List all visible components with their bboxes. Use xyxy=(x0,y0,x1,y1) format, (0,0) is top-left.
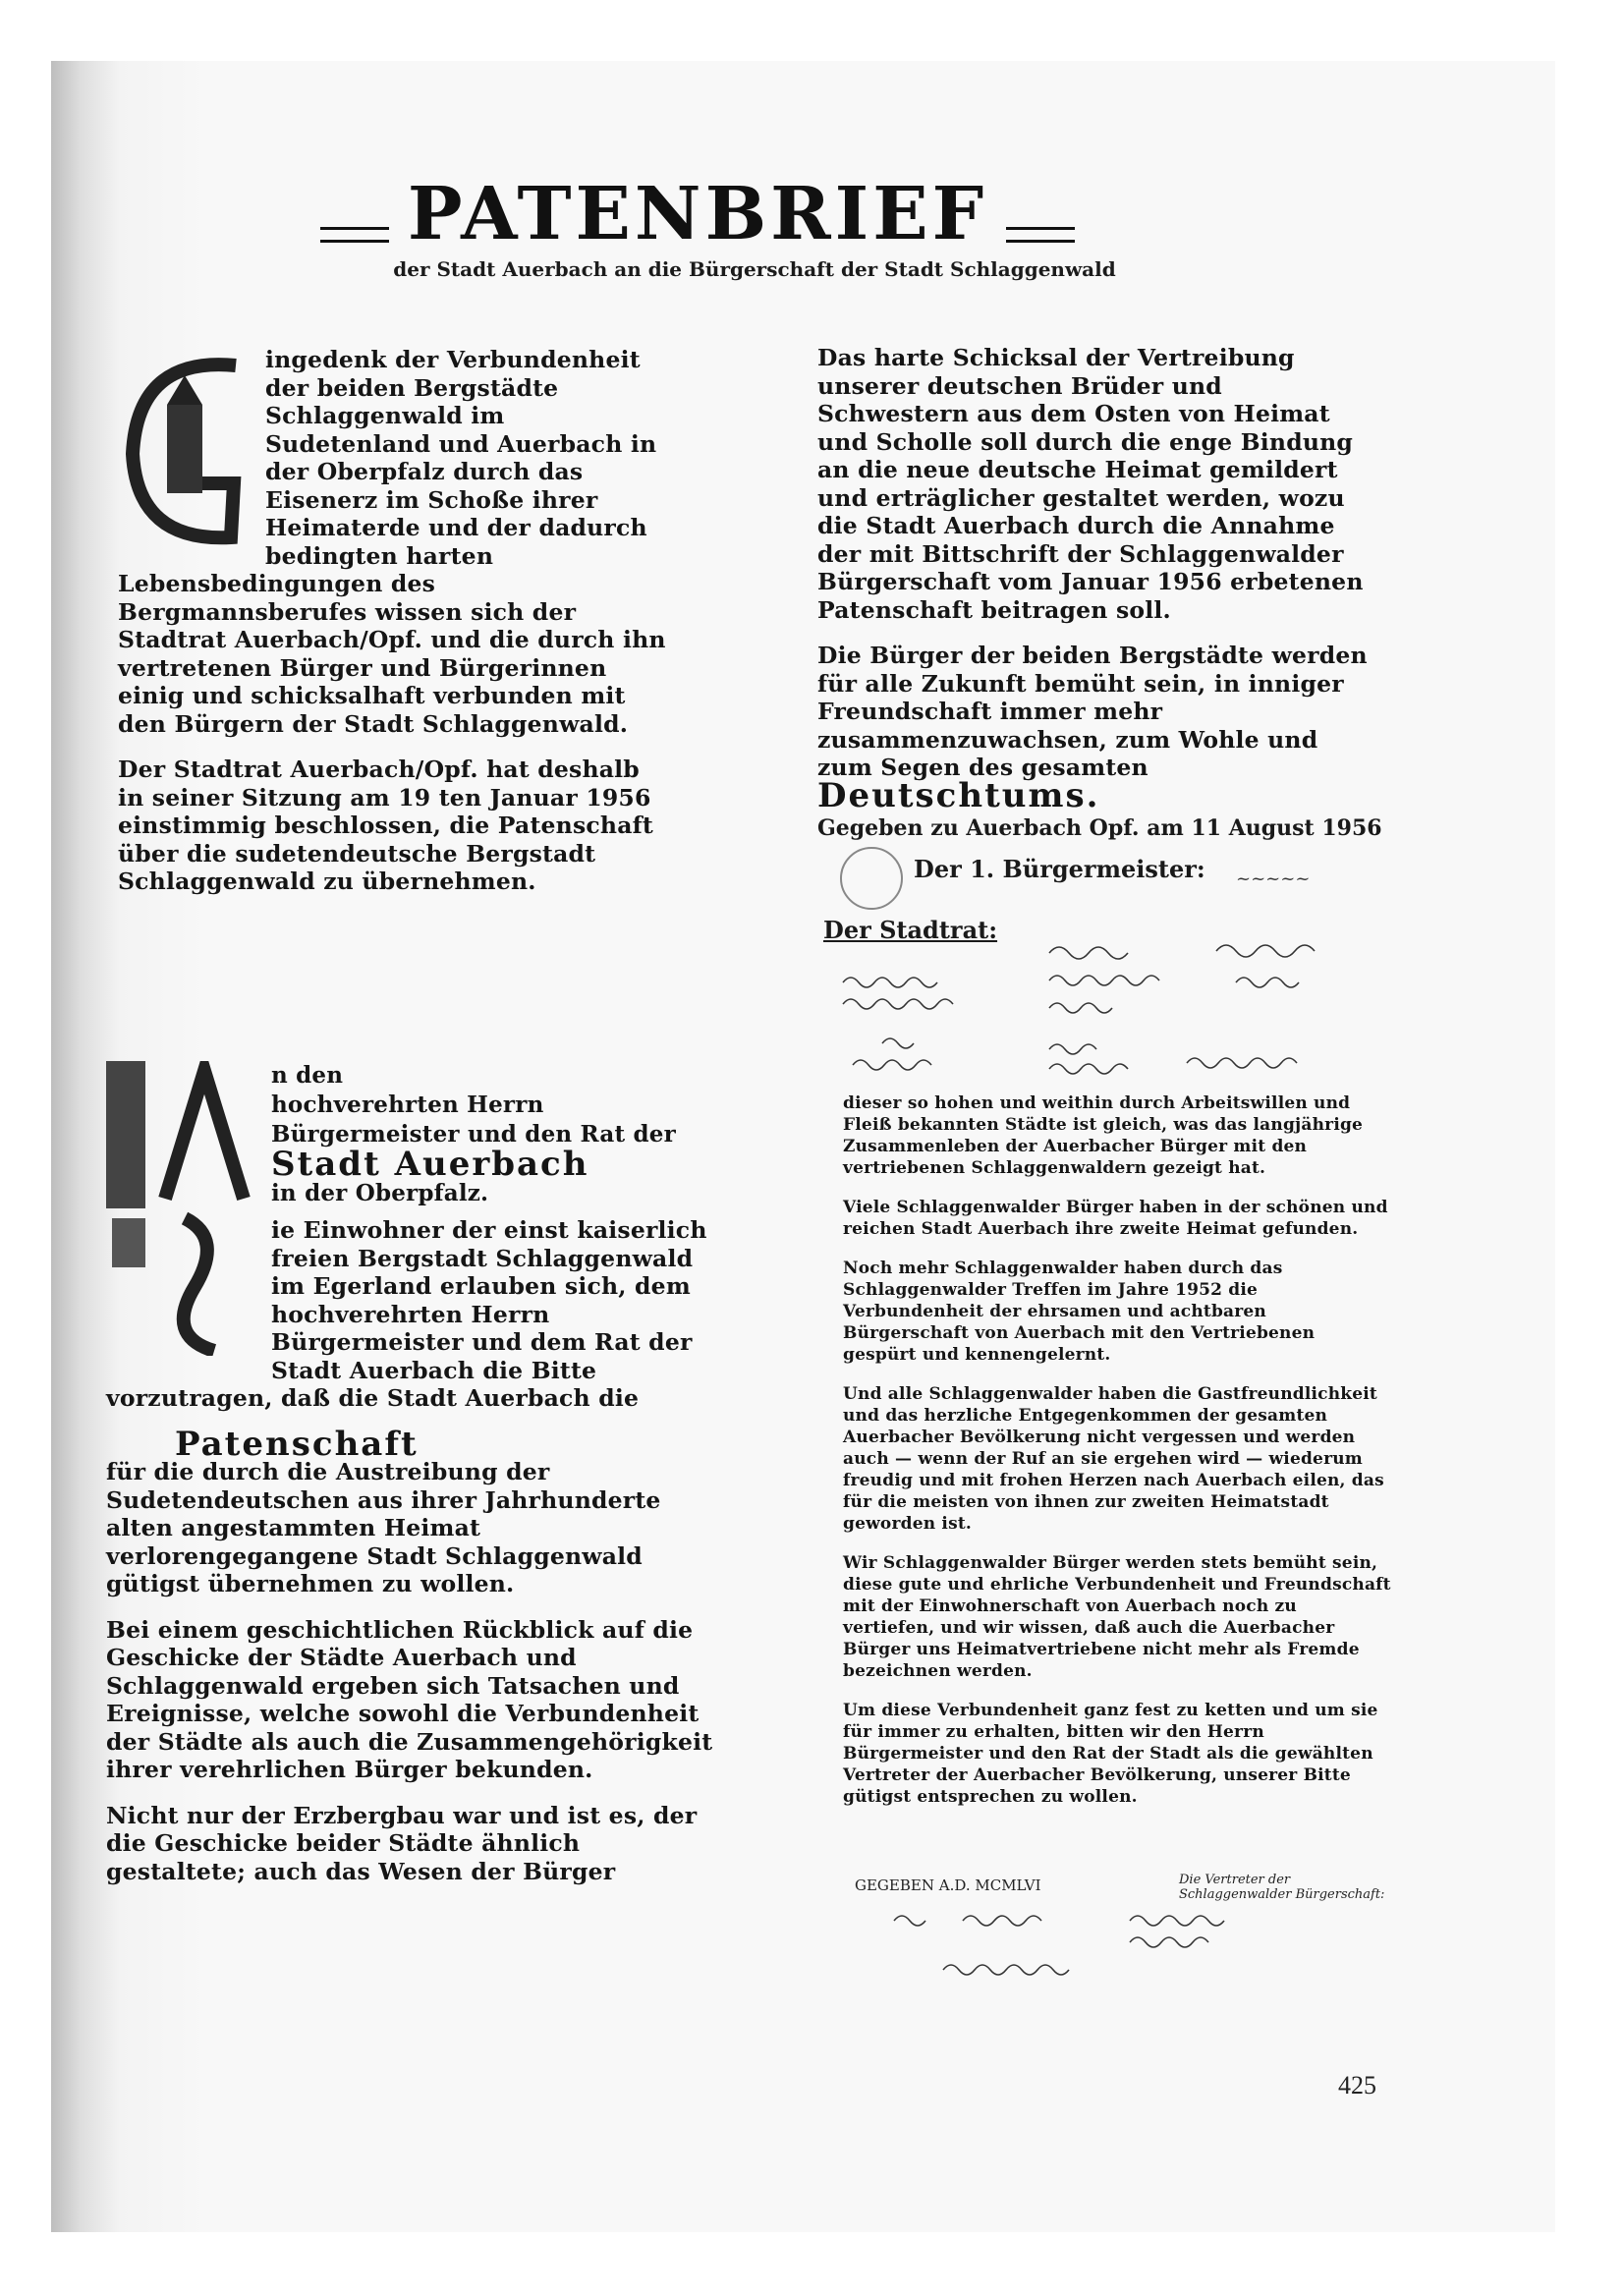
deutschtums-word: Deutschtums. xyxy=(817,775,1100,815)
address-line-1: n den xyxy=(271,1062,344,1089)
illuminated-initial-g xyxy=(118,346,255,552)
footer-representatives: Die Vertreter der Schlaggenwalder Bürgerschaft: xyxy=(1179,1873,1385,1902)
left-bottom-column xyxy=(106,1061,725,1903)
mayor-signature: ~~~~~ xyxy=(1236,868,1311,889)
footer-signatures xyxy=(884,1901,1395,1989)
address-line-5: in der Oberpfalz. xyxy=(271,1180,489,1206)
right-top-paragraph-2 xyxy=(817,642,1368,815)
council-label: Der Stadtrat: xyxy=(823,916,998,944)
title-row xyxy=(226,172,1169,256)
right-bottom-paragraph-1: dieser so hohen und weithin durch Arbeitswillen und Fleiß bekannten Städte ist gleich, was das langjährige Zusammenleben der Auerbacher Bürger mit den vertriebenen Schlaggenwaldern gezeigt hat. xyxy=(843,1093,1364,1178)
left-bottom-paragraph-1: ie Einwohner der einst kaiserlich freien Bergstadt Schlaggenwald im Egerland erlauben sich, dem hochverehrten Herrn Bürgermeister und dem Rat der Stadt Auerbach die Bitte vorzutragen, daß die Stadt Auerbach die xyxy=(106,1216,707,1412)
right-bottom-paragraph-2: Viele Schlaggenwalder Bürger haben in der schönen und reichen Stadt Auerbach ihre zweite Heimat gefunden. xyxy=(843,1198,1388,1239)
illuminated-initial-a xyxy=(106,1061,263,1356)
title-ornament-left xyxy=(320,227,389,243)
right-bottom-paragraph-3: Noch mehr Schlaggenwalder haben durch das Schlaggenwalder Treffen im Jahre 1952 die Verbundenheit der ehrsamen und achtbaren Bürgerschaft von Auerbach mit den Vertriebenen gespürt und kennengelernt. xyxy=(843,1259,1316,1365)
address-line-3: Bürgermeister und den Rat der xyxy=(271,1121,676,1148)
title-ornament-right xyxy=(1006,227,1075,243)
right-top-column xyxy=(817,344,1368,830)
left-top-column xyxy=(118,346,668,914)
left-top-paragraph-1: ingedenk der Verbundenheit der beiden Bergstädte Schlaggenwald im Sudetenland und Auerbach in der Oberpfalz durch das Eisenerz im Schoße ihrer Heimaterde und der dadurch bedingten harten Lebensbedingungen des Bergmannsberufes wissen sich der Stadtrat Auerbach/Opf. und die durch ihn vertretenen Bürger und Bürgerinnen einig und schicksalhaft verbunden mit den Bürgern der Stadt Schlaggenwald. xyxy=(118,346,666,738)
council-signatures xyxy=(823,933,1393,1091)
right-top-paragraph-2-text: Die Bürger der beiden Bergstädte werden für alle Zukunft bemüht sein, in inniger Freundschaft immer mehr zusammenzuwachsen, zum Wohle und zum Segen des gesamten xyxy=(817,642,1368,781)
page-number: 425 xyxy=(1338,2071,1376,2100)
address-line-4: Stadt Auerbach xyxy=(271,1145,589,1184)
left-bottom-paragraph-1b: für die durch die Austreibung der Sudetendeutschen aus ihrer Jahrhunderte alten angestammten Heimat verlorengegangene Stadt Schlaggenwald gütigst übernehmen zu wollen. xyxy=(106,1458,661,1597)
left-top-paragraph-2: Der Stadtrat Auerbach/Opf. hat deshalb in seiner Sitzung am 19 ten Januar 1956 einstimmig beschlossen, die Patenschaft über die sudetendeutsche Bergstadt Schlaggenwald zu übernehmen. xyxy=(118,756,653,895)
patenschaft-word: Patenschaft xyxy=(175,1424,419,1464)
right-bottom-paragraph-4: Und alle Schlaggenwalder haben die Gastfreundlichkeit und das herzliche Entgegenkommen der gesamten Auerbacher Bevölkerung nicht vergessen und werden auch — wenn der Ruf an sie ergehen wird — wiederum freudig und mit frohen Herzen nach Auerbach eilen, das für die meisten von ihnen zur zweiten Heimatstadt geworden ist. xyxy=(843,1384,1384,1534)
document-title: PATENBRIEF xyxy=(407,172,988,256)
city-seal xyxy=(840,847,903,910)
mayor-label: Der 1. Bürgermeister: xyxy=(914,855,1205,883)
left-bottom-paragraph-3: Nicht nur der Erzbergbau war und ist es, der die Geschicke beider Städte ähnlich gestaltete; auch das Wesen der Bürger xyxy=(106,1801,698,1885)
address-line-2: hochverehrten Herrn xyxy=(271,1092,544,1118)
footer-given: GEGEBEN A.D. MCMLVI xyxy=(855,1876,1041,1894)
right-top-paragraph-1: Das harte Schicksal der Vertreibung unserer deutschen Brüder und Schwestern aus dem Osten von Heimat und Scholle soll durch die enge Bindung an die neue deutsche Heimat gemildert und erträglicher gestaltet werden, wozu die Stadt Auerbach durch die Annahme der mit Bittschrift der Schlaggenwalder Bürgerschaft vom Januar 1956 erbetenen Patenschaft beitragen soll. xyxy=(817,344,1364,624)
right-bottom-paragraph-6: Um diese Verbundenheit ganz fest zu ketten und um sie für immer zu erhalten, bitten wir den Herrn Bürgermeister und den Rat der Stadt als die gewählten Vertreter der Auerbacher Bevölkerung, unserer Bitte gütigst entsprechen zu wollen. xyxy=(843,1701,1378,1807)
right-bottom-paragraph-5: Wir Schlaggenwalder Bürger werden stets bemüht sein, diese gute und ehrliche Verbundenheit und Freundschaft mit der Einwohnerschaft von Auerbach noch zu vertiefen, und wir wissen, daß auch die Auerbacher Bürger uns Heimatvertriebene nicht mehr als Fremde bezeichnen werden. xyxy=(843,1553,1391,1681)
document-subtitle: der Stadt Auerbach an die Bürgerschaft der Stadt Schlaggenwald xyxy=(393,257,1116,281)
left-bottom-paragraph-2: Bei einem geschichtlichen Rückblick auf die Geschicke der Städte Auerbach und Schlaggenwald ergeben sich Tatsachen und Ereignisse, welche sowohl die Verbundenheit der Städte als auch die Zusammengehörigkeit ihrer verehrlichen Bürger bekunden. xyxy=(106,1615,713,1783)
given-date-line: Gegeben zu Auerbach Opf. am 11 August 1956 xyxy=(817,815,1382,841)
right-bottom-column xyxy=(843,1092,1393,1825)
